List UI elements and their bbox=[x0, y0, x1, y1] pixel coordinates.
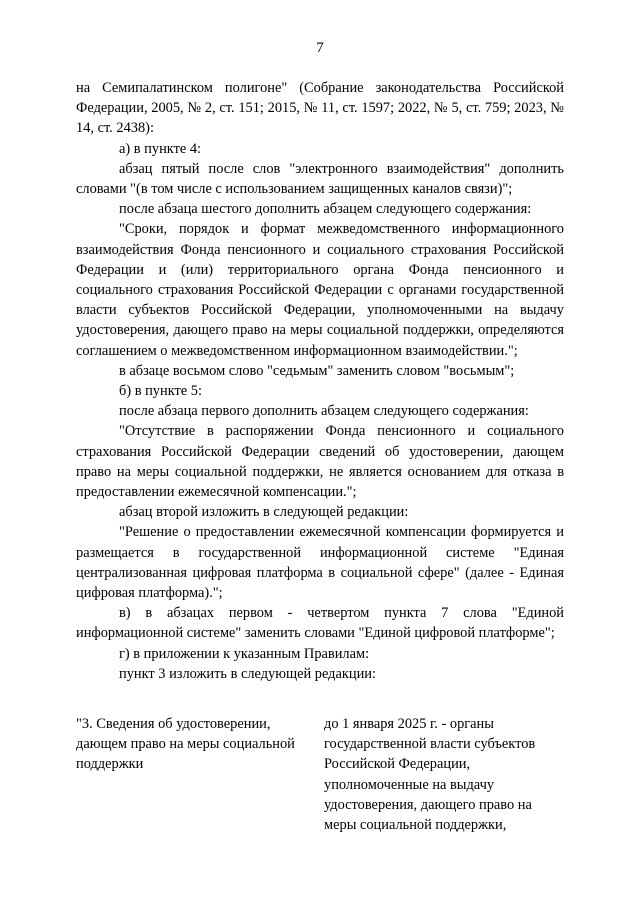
paragraph: а) в пункте 4: bbox=[119, 140, 202, 157]
table-cell-left bbox=[76, 714, 312, 775]
paragraph: после абзаца первого дополнить абзацем следующего содержания: bbox=[119, 403, 529, 420]
paragraph: абзац второй изложить в следующей редакции: bbox=[119, 504, 409, 521]
paragraph: "Сроки, порядок и формат межведомственного информационного взаимодействия Фонда пенсионного и социального страхования Российской Федерации и (или) территориального органа Фонда пенсионного и социального страхования Российской Федерации с органами государственной власти субъектов Российской Федерации, уполномоченными на выдачу удостоверения, дающего право на меры социальной поддержки, определяются соглашением о межведомственном информационном взаимодействии."; bbox=[76, 221, 564, 359]
paragraph: б) в пункте 5: bbox=[119, 383, 202, 400]
paragraph: в) в абзацах первом - четвертом пункта 7 слова "Единой информационной системе" заменить словами "Единой цифровой платформе"; bbox=[76, 605, 564, 642]
table-cell-text: "3. Сведения об удостоверении, дающем право на меры социальной поддержки bbox=[76, 716, 295, 773]
paragraph: после абзаца шестого дополнить абзацем следующего содержания: bbox=[119, 201, 532, 218]
paragraph: пункт 3 изложить в следующей редакции: bbox=[119, 665, 376, 682]
table-cell-right bbox=[324, 714, 564, 835]
page-number: 7 bbox=[316, 40, 324, 56]
paragraph: "Отсутствие в распоряжении Фонда пенсионного и социального страхования Российской Федерации сведений об удостоверении, дающем право на меры социальной поддержки, не является основанием для отказа в предоставлении ежемесячной компенсации."; bbox=[76, 423, 564, 501]
paragraph: "Решение о предоставлении ежемесячной компенсации формируется и размещается в государственной информационной системе "Единая централизованная цифровая платформа в социальной сфере" (далее - Единая цифровая платформа)."; bbox=[76, 524, 564, 602]
document-body bbox=[76, 78, 564, 684]
paragraph: абзац пятый после слов "электронного взаимодействия" дополнить словами "(в том числе с использованием защищенных каналов связи)"; bbox=[76, 160, 564, 198]
paragraph: на Семипалатинском полигоне" (Собрание законодательства Российской Федерации, 2005, № 2, ст. 151; 2015, № 11, ст. 1597; 2022, № 5, ст. 759; 2023, № 14, ст. 2438): bbox=[76, 80, 564, 137]
paragraph: г) в приложении к указанным Правилам: bbox=[119, 645, 370, 662]
paragraph: в абзаце восьмом слово "седьмым" заменить словом "восьмым"; bbox=[119, 362, 515, 379]
table-cell-text: до 1 января 2025 г. - органы государственной власти субъектов Российской Федерации, уполномоченные на выдачу удостоверения, дающего право на меры социальной поддержки, bbox=[324, 716, 536, 834]
